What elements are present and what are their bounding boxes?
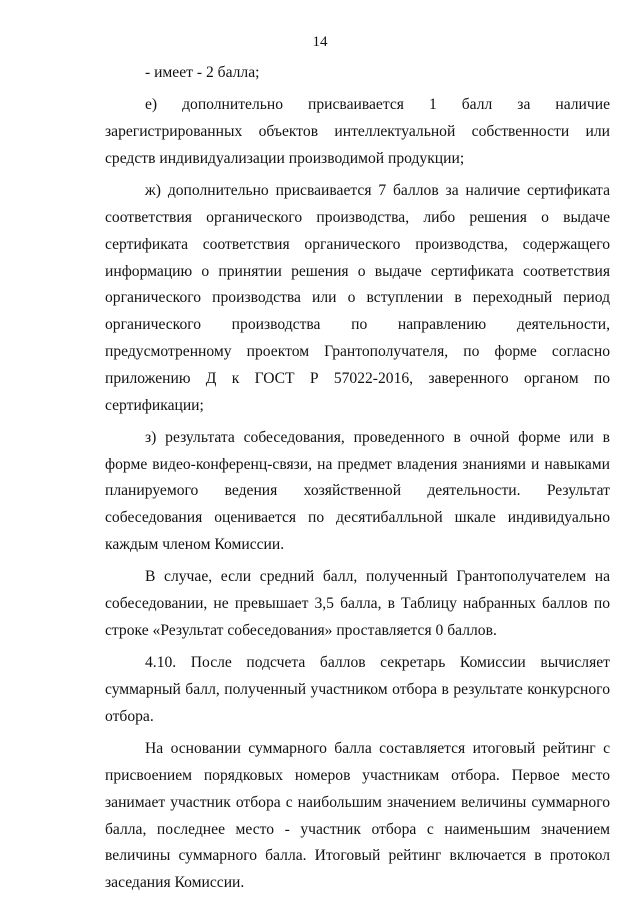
paragraph-interview-threshold: В случае, если средний балл, полученный Грантополучателем на собеседовании, не превышает 3,5 балла, в Таблицу набранных баллов по строке «Результат собеседования» проставляется 0 баллов.	[105, 568, 610, 639]
paragraph-criterion-zh: ж) дополнительно присваивается 7 баллов за наличие сертификата соответствия органического производства, либо решения о выдаче сертификата соответствия органического производства, содержащего информацию о принятии решения о выдаче сертификата соответствия органического производства или о вступлении в переходный период органического производства по направлению деятельности, предусмотренному проектом Грантополучателя, по форме согласно приложению Д к ГОСТ Р 57022-2016, заверенного органом по сертификации;	[105, 182, 610, 414]
page-number: 14	[312, 34, 328, 50]
paragraph-criterion-e: е) дополнительно присваивается 1 балл за наличие зарегистрированных объектов интеллектуальной собственности или средств индивидуализации производимой продукции;	[105, 96, 610, 167]
paragraph-criterion-z: з) результата собеседования, проведенного в очной форме или в форме видео-конференц-связи, на предмет владения знаниями и навыками планируемого ведения хозяйственной деятельности. Результат собеседования оценивается по десятибалльной шкале индивидуально каждым членом Комиссии.	[105, 428, 610, 554]
paragraph-final-rating: На основании суммарного балла составляется итоговый рейтинг с присвоением порядковых номеров участникам отбора. Первое место занимает участник отбора с наибольшим значением величины суммарного балла, последнее место - участник отбора с наименьшим значением величины суммарного балла. Итоговый рейтинг включается в протокол заседания Комиссии.	[105, 740, 610, 892]
document-body	[105, 60, 610, 897]
paragraph-section-4-10: 4.10. После подсчета баллов секретарь Комиссии вычисляет суммарный балл, полученный участником отбора в результате конкурсного отбора.	[105, 654, 610, 725]
paragraph-criterion-d-tail: - имеет - 2 балла;	[145, 64, 260, 81]
